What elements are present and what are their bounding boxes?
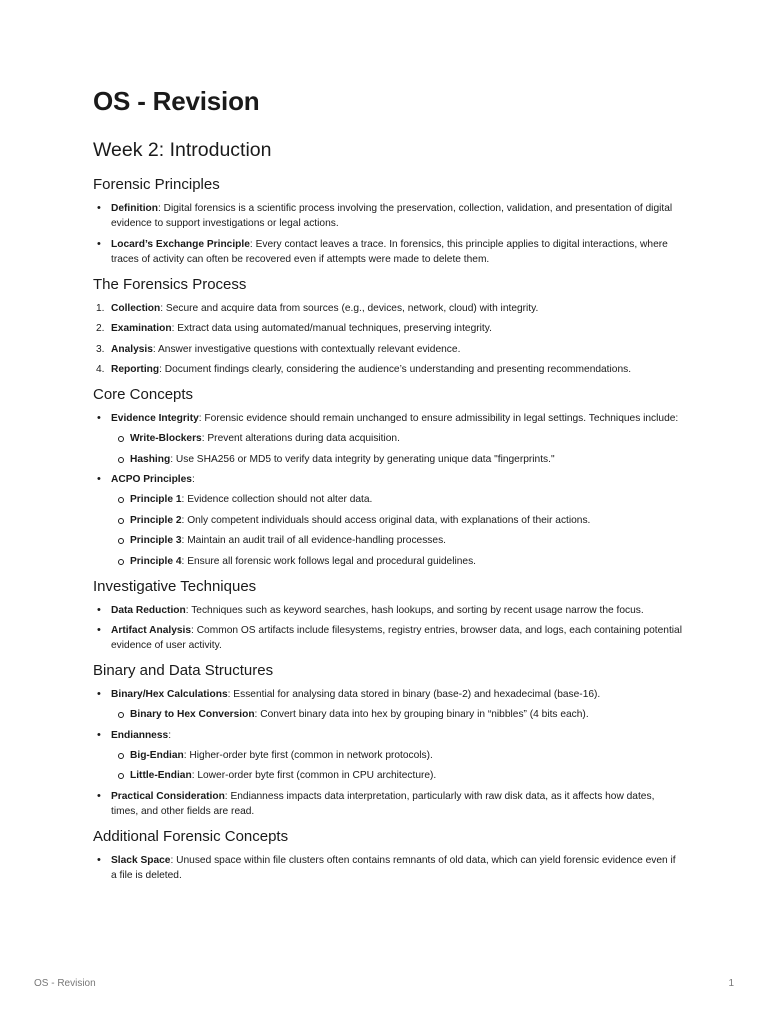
list-item [93, 728, 683, 784]
description: : Forensic evidence should remain unchanged to ensure admissibility in legal settings. Techniques include: [198, 413, 679, 424]
term: Principle 2 [130, 514, 182, 526]
week-heading: Week 2: Introduction [93, 139, 272, 161]
description: : Ensure all forensic work follows legal and procedural guidelines. [181, 555, 476, 567]
term: Principle 1 [130, 494, 182, 505]
list-item [93, 201, 683, 231]
term: Binary to Hex Conversion [130, 709, 255, 720]
list-item [93, 853, 683, 883]
sub-list-item [111, 554, 683, 569]
core-concepts-list [93, 411, 683, 569]
description: : Use SHA256 or MD5 to verify data integrity by generating unique data "fingerprints." [170, 453, 555, 465]
list-item [93, 237, 683, 267]
section-heading-forensic-principles: Forensic Principles [93, 176, 220, 193]
section-heading-core-concepts: Core Concepts [93, 386, 194, 403]
list-item [93, 321, 683, 336]
term: Locard’s Exchange Principle [111, 238, 250, 250]
sub-list-item [111, 431, 683, 446]
term: Slack Space [111, 854, 171, 866]
list-number: 1. [96, 302, 105, 314]
list-item [93, 623, 683, 653]
list-item [93, 362, 683, 377]
list-number: 2. [96, 323, 105, 334]
sub-list-item [111, 707, 683, 722]
term: Examination [111, 323, 172, 334]
term: Little-Endian [130, 770, 192, 781]
description: : Answer investigative questions with contextually relevant evidence. [152, 343, 461, 355]
description: : Unused space within file clusters often contains remnants of old data, which can yield forensic evidence even if a file is deleted. [111, 854, 676, 881]
description: : Convert binary data into hex by grouping binary in “nibbles” (4 bits each). [254, 709, 589, 720]
term: Big-Endian [130, 749, 184, 761]
forensics-process-list [93, 301, 683, 378]
description: : Essential for analysing data stored in binary (base-2) and hexadecimal (base-16). [227, 689, 601, 700]
term: Data Reduction [111, 604, 186, 616]
description: : Common OS artifacts include filesystems, registry entries, browser data, and logs, each containing potential evidence of user activity. [111, 625, 682, 651]
description: : Digital forensics is a scientific process involving the preservation, collection, validation, and presentation of digital evidence to support investigations or legal actions. [111, 203, 673, 229]
term: Hashing [130, 453, 171, 465]
term: Reporting [111, 364, 160, 375]
description: : [168, 729, 172, 741]
term: Analysis [111, 343, 153, 355]
page-title: OS - Revision [93, 86, 260, 116]
description: : Maintain an audit trail of all evidence-handling processes. [181, 535, 446, 546]
term: Binary/Hex Calculations [111, 689, 228, 700]
description: : Only competent individuals should access original data, with explanations of their actions. [181, 514, 591, 526]
term: Evidence Integrity [111, 413, 199, 424]
additional-concepts-list [93, 853, 683, 883]
description: : Higher-order byte first (common in network protocols). [183, 749, 433, 761]
term: Collection [111, 302, 161, 314]
sub-list-item [111, 452, 683, 467]
description: : Extract data using automated/manual techniques, preserving integrity. [171, 323, 492, 334]
term: Definition [111, 203, 158, 214]
term: Principle 4 [130, 555, 182, 567]
description: : Techniques such as keyword searches, hash lookups, and sorting by recent usage narrow the focus. [185, 604, 644, 616]
sub-list [111, 431, 683, 467]
section-heading-investigative-techniques: Investigative Techniques [93, 577, 257, 595]
footer-title: OS - Revision [34, 978, 96, 989]
sub-list [111, 707, 683, 722]
list-item [93, 411, 683, 467]
list-item [93, 472, 683, 569]
term: Write-Blockers [130, 433, 202, 444]
term: Artifact Analysis [111, 625, 192, 636]
description: : Lower-order byte first (common in CPU architecture). [191, 770, 437, 781]
list-number: 4. [96, 364, 105, 375]
sub-list [111, 748, 683, 784]
description: : Evidence collection should not alter data. [181, 494, 373, 505]
description: : Every contact leaves a trace. In forensics, this principle applies to digital interactions, where traces of activity can often be recovered even if attempts were made to delete them. [111, 238, 668, 265]
list-item [93, 687, 683, 722]
sub-list-item [111, 768, 683, 783]
description: : Document findings clearly, considering the audience’s understanding and presenting recommendations. [159, 364, 632, 375]
term: ACPO Principles [111, 474, 192, 485]
term: Principle 3 [130, 535, 182, 546]
document-body [93, 84, 683, 891]
investigative-techniques-list [93, 603, 683, 654]
sub-list-item [111, 513, 683, 528]
forensic-principles-list [93, 201, 683, 267]
list-item [93, 789, 683, 819]
term: Endianness [111, 729, 169, 741]
description: : Secure and acquire data from sources (e.g., devices, network, cloud) with integrity. [160, 302, 539, 314]
sub-list [111, 492, 683, 569]
list-item [93, 603, 683, 618]
section-heading-forensics-process: The Forensics Process [93, 275, 247, 293]
description: : Endianness impacts data interpretation, particularly with raw disk data, as it affects how dates, times, and other fields are read. [111, 790, 655, 817]
binary-data-list [93, 687, 683, 819]
description: : Prevent alterations during data acquisition. [201, 433, 400, 444]
sub-list-item [111, 533, 683, 548]
description: : [191, 474, 195, 485]
list-item [93, 301, 683, 316]
sub-list-item [111, 492, 683, 507]
page-number: 1 [728, 978, 734, 989]
term: Practical Consideration [111, 790, 225, 802]
section-heading-binary-data-structures: Binary and Data Structures [93, 662, 274, 679]
list-item [93, 342, 683, 357]
section-heading-additional-concepts: Additional Forensic Concepts [93, 827, 289, 845]
sub-list-item [111, 748, 683, 763]
list-number: 3. [96, 343, 105, 355]
